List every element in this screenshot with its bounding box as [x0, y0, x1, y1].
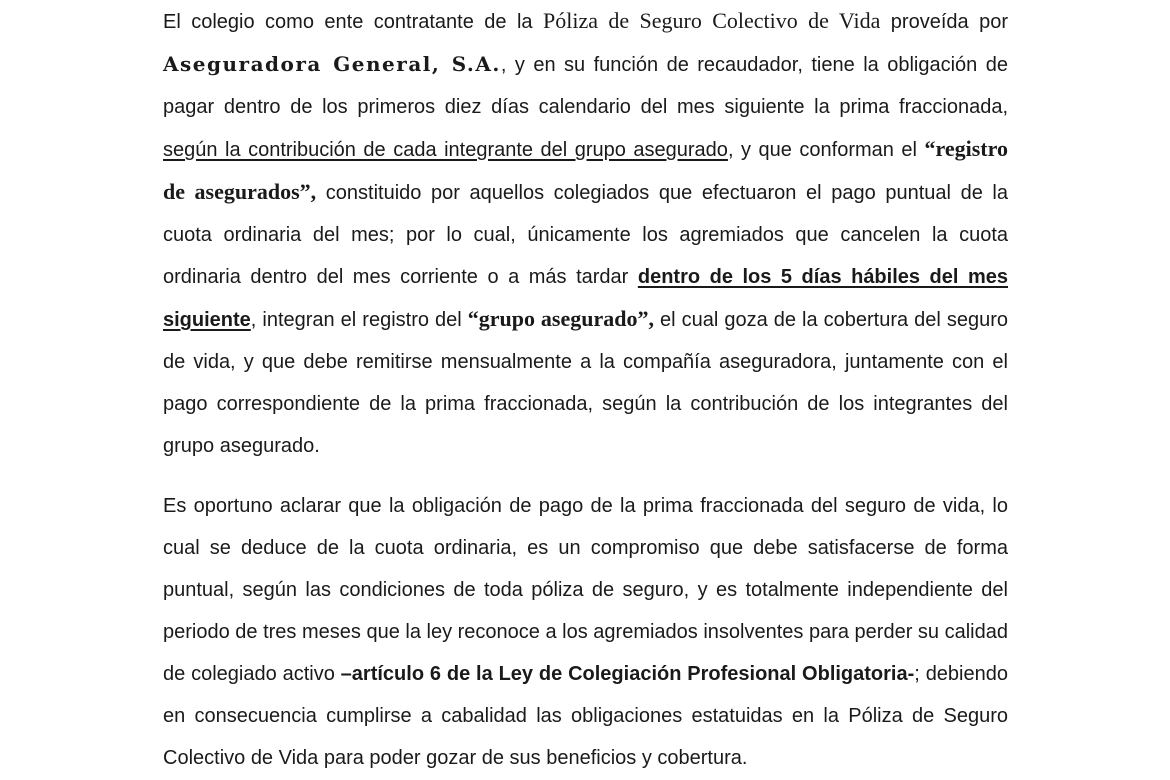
paragraph-1: [163, 0, 1008, 467]
p1-text-6: , integran el registro del: [250, 309, 468, 331]
law-article-reference: –artículo 6 de la Ley de Colegiación Profesional Obligatoria-: [340, 663, 915, 685]
insured-registry-term: “registro de asegurados”,: [163, 136, 1008, 204]
p1-text-2: proveída por: [880, 11, 1008, 33]
contribution-underlined: según la contribución de cada integrante del grupo asegurado: [163, 139, 728, 161]
p1-text-7: el cual goza de la cobertura del seguro de vida, y que debe remitirse mensualmente a la compañía aseguradora, juntamente con el pago correspondiente de la prima fraccionada, según la contribución de los integrantes del grupo asegurado.: [163, 309, 1009, 457]
insured-group-term: “grupo asegurado”,: [467, 306, 654, 331]
p1-text-3: , y en su función de recaudador, tiene la obligación de pagar dentro de los primeros diez días calendario del mes siguiente la prima fraccionada,: [163, 54, 1008, 118]
insurer-name: Aseguradora General, S.A.: [163, 52, 501, 76]
p2-text-1: Es oportuno aclarar que la obligación de pago de la prima fraccionada del seguro de vida, lo cual se deduce de la cuota ordinaria, es un compromiso que debe satisfacerse de forma puntual, según las condiciones de toda póliza de seguro, y es totalmente independiente del periodo de tres meses que la ley reconoce a los agremiados insolventes para perder su calidad de colegiado activo: [163, 495, 1008, 685]
p1-text-1: El colegio como ente contratante de la: [163, 11, 543, 33]
policy-name: Póliza de Seguro Colectivo de Vida: [542, 8, 881, 33]
deadline-underlined: dentro de los 5 días hábiles del mes siguiente: [163, 266, 1008, 331]
p1-text-4: , y que conforman el: [727, 139, 925, 161]
p2-text-2: ; debiendo en consecuencia cumplirse a cabalidad las obligaciones estatuidas en la Póliza de Seguro Colectivo de Vida para poder gozar de sus beneficios y cobertura.: [163, 663, 1008, 769]
p1-text-5: constituido por aquellos colegiados que efectuaron el pago puntual de la cuota ordinaria del mes; por lo cual, únicamente los agremiados que cancelen la cuota ordinaria dentro del mes corriente o a más tardar: [163, 182, 1008, 288]
paragraph-2: [163, 485, 1008, 779]
